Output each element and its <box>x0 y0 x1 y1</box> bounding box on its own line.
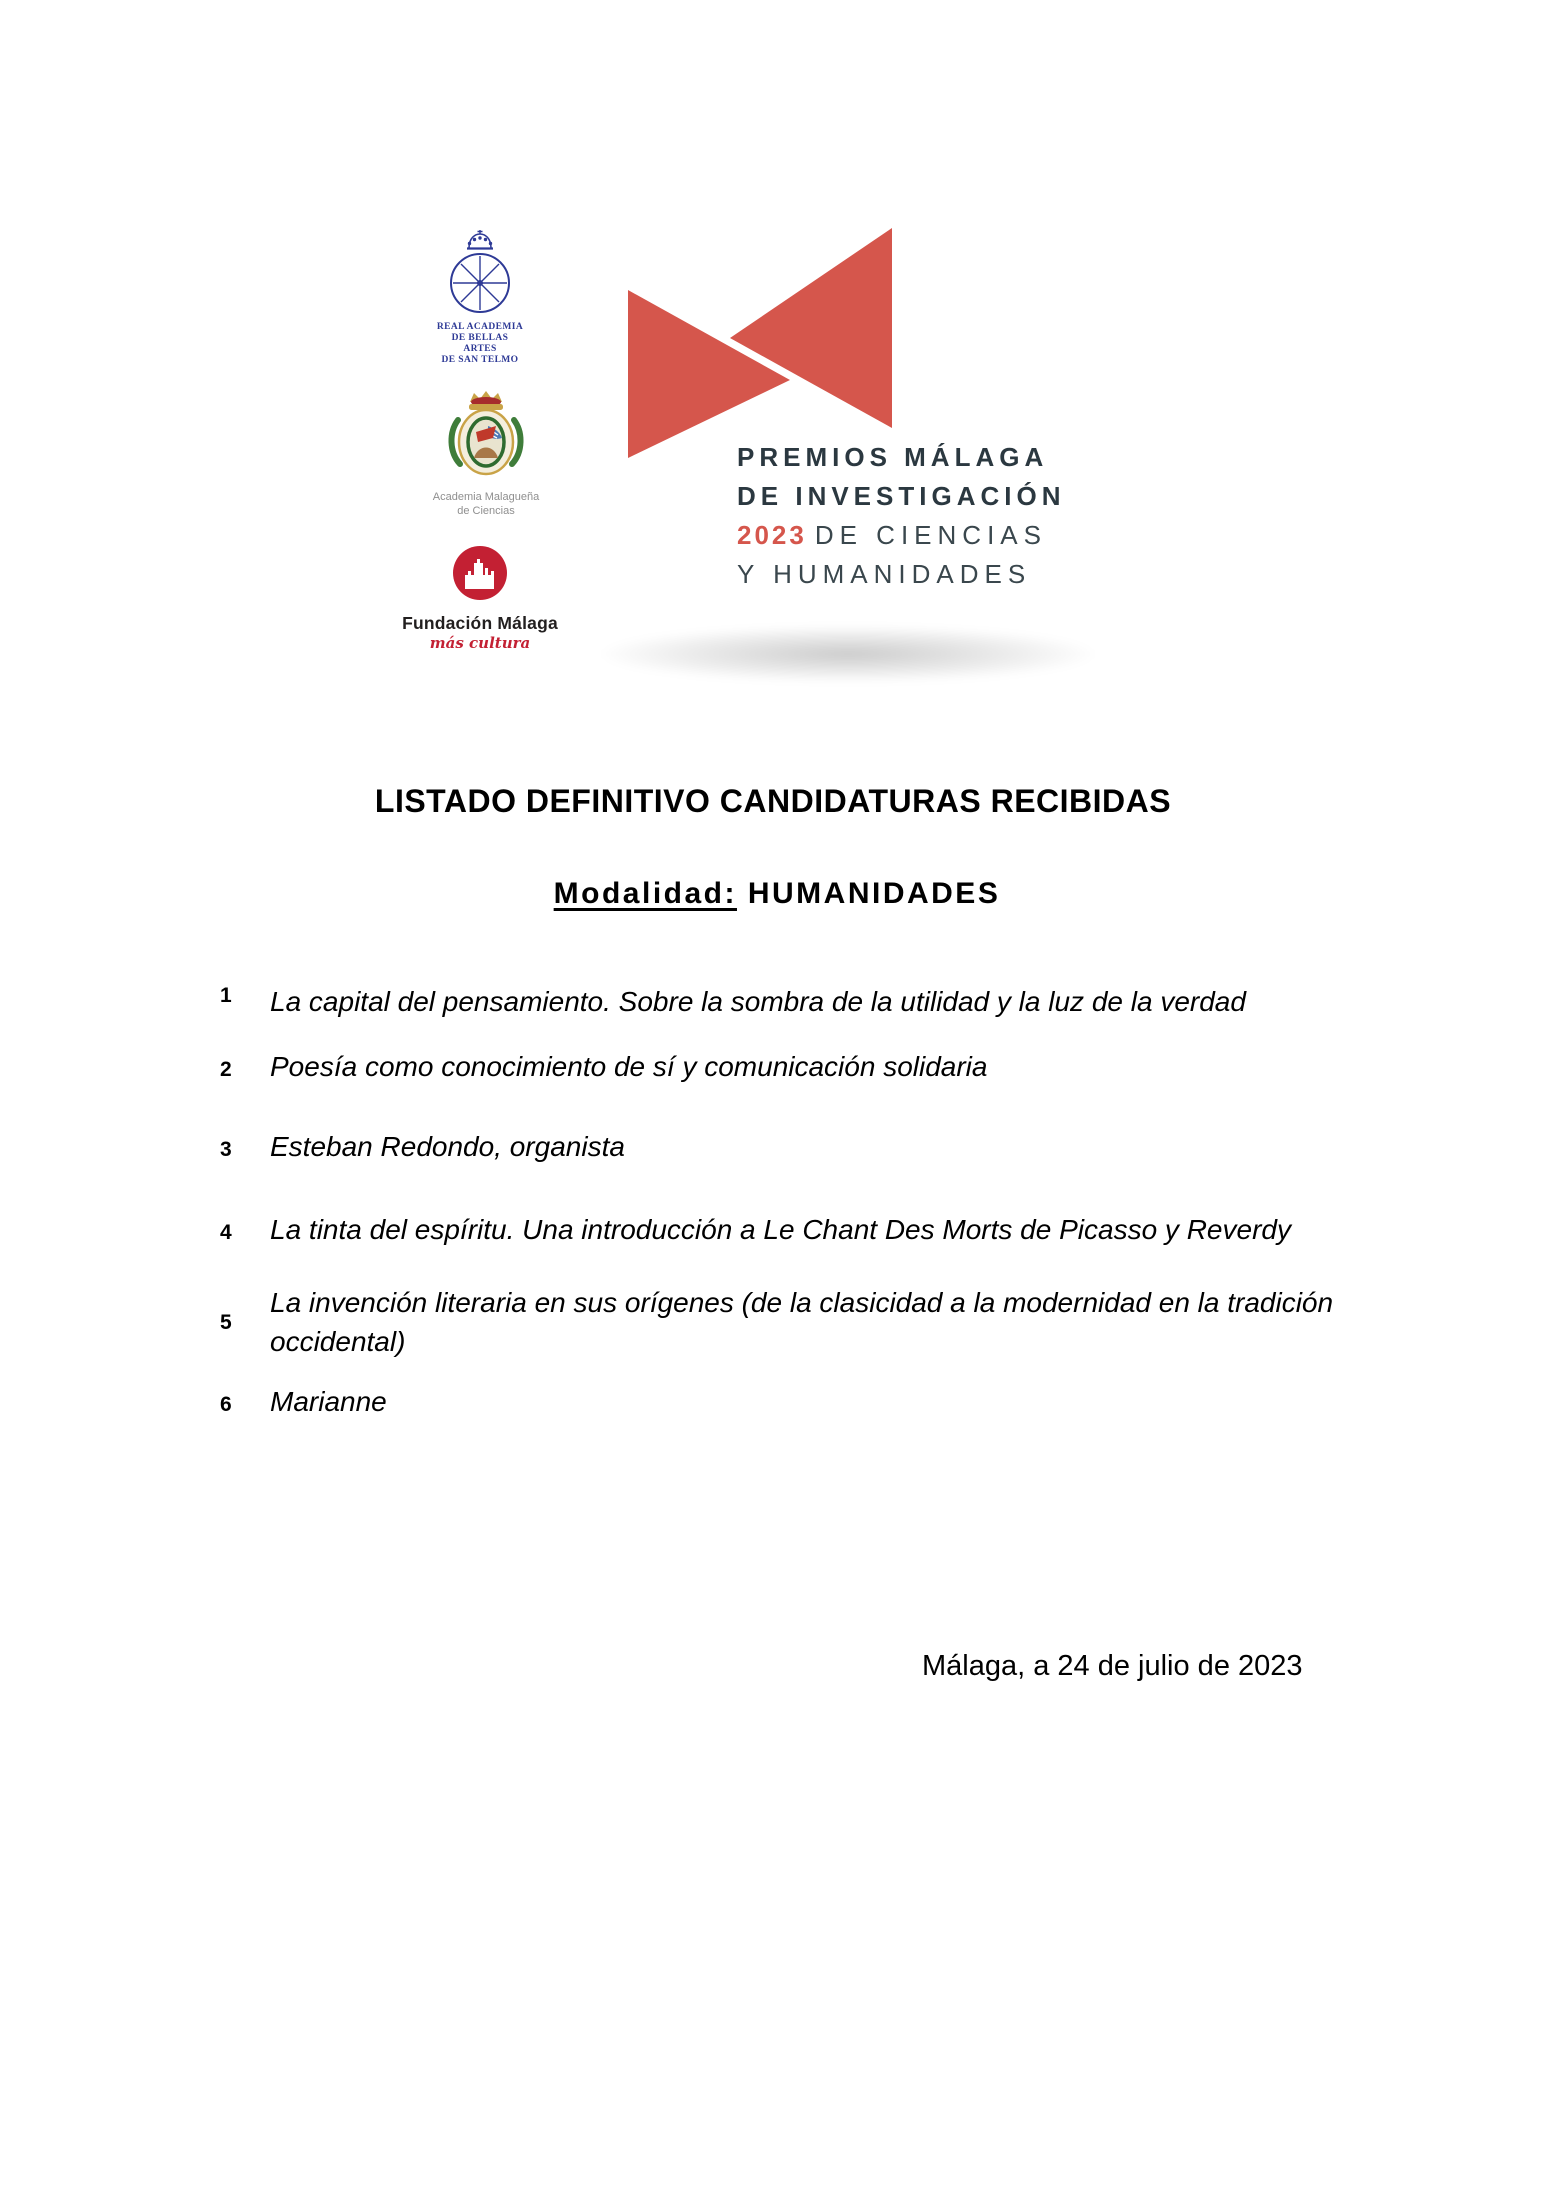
fundacion-malaga-logo <box>396 544 564 652</box>
page-title: LISTADO DEFINITIVO CANDIDATURAS RECIBIDAS <box>374 783 1172 819</box>
candidate-title: Marianne <box>270 1386 387 1417</box>
candidate-number: 4 <box>220 1221 232 1244</box>
place-date: Málaga, a 24 de julio de 2023 <box>922 1650 1303 1682</box>
coat-of-arms-icon <box>444 469 528 486</box>
premios-line1: PREMIOS MÁLAGA <box>737 442 1049 472</box>
premios-line4: Y HUMANIDADES <box>737 559 1032 589</box>
fundacion-title: Fundación Málaga <box>402 613 558 633</box>
premios-malaga-logo <box>615 220 905 475</box>
candidate-row <box>215 1382 1355 1421</box>
castle-circle-icon <box>451 589 509 606</box>
san-telmo-caption-line: DE SAN TELMO <box>441 355 519 365</box>
modality-value: HUMANIDADES <box>747 877 1001 910</box>
candidate-title: Poesía como conocimiento de sí y comunicación solidaria <box>270 1051 988 1082</box>
candidate-title: La tinta del espíritu. Una introducción a Le Chant Des Morts de Picasso y Reverdy <box>270 1214 1291 1245</box>
compass-rose-crown-icon <box>442 303 518 320</box>
candidate-number: 5 <box>220 1310 232 1334</box>
academia-ciencias-logo <box>430 386 542 518</box>
candidate-number: 3 <box>220 1138 232 1161</box>
candidate-number: 6 <box>220 1393 232 1416</box>
modality-line <box>0 877 1554 911</box>
fundacion-subtitle: más cultura <box>429 634 531 652</box>
candidate-row <box>215 1283 1355 1361</box>
candidate-number: 1 <box>220 984 232 1007</box>
premios-line2: DE INVESTIGACIÓN <box>737 481 1066 511</box>
candidate-title: Esteban Redondo, organista <box>270 1131 625 1162</box>
modality-label: Modalidad: <box>553 877 737 910</box>
candidate-number: 2 <box>220 1058 232 1081</box>
candidate-title: La invención literaria en sus orígenes (de la clasicidad a la modernidad en la tradición occidental) <box>270 1287 1334 1357</box>
candidate-title: La capital del pensamiento. Sobre la sombra de la utilidad y la luz de la verdad <box>270 986 1246 1017</box>
premios-line3: DE CIENCIAS <box>814 520 1047 550</box>
candidate-row <box>215 982 1355 1021</box>
candidate-row <box>215 1127 1355 1166</box>
academia-caption-line1: Academia Malagueña <box>432 491 540 503</box>
candidate-list <box>215 982 1355 1421</box>
candidate-row <box>215 1047 1355 1086</box>
san-telmo-caption-line: REAL ACADEMIA <box>436 322 524 332</box>
academia-caption-line2: de Ciencias <box>457 505 515 517</box>
candidate-row <box>215 1210 1355 1249</box>
san-telmo-caption-line: DE BELLAS ARTES <box>451 333 509 354</box>
premios-year: 2023 <box>737 520 807 550</box>
san-telmo-logo <box>436 228 524 366</box>
premios-wordmark <box>737 438 1065 594</box>
logo-shadow <box>602 626 1094 682</box>
